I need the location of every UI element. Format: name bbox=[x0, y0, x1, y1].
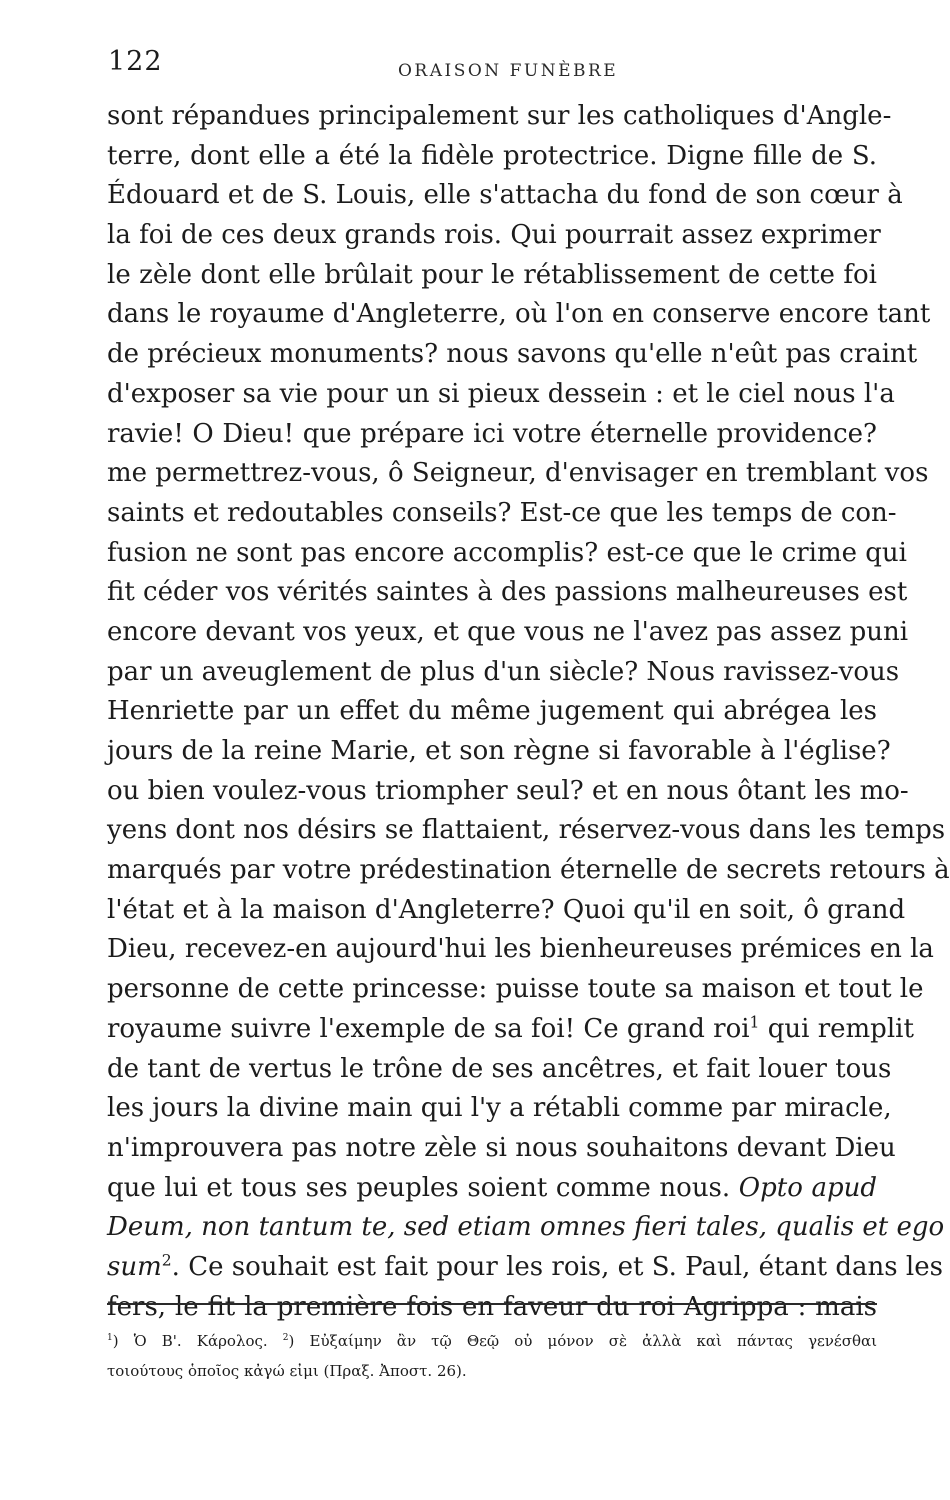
text-line: les jours la divine main qui l'y a rétabli comme par miracle, bbox=[107, 1093, 892, 1124]
footnote-reference-2: 2 bbox=[161, 1251, 172, 1270]
text-line-with-latin bbox=[107, 1169, 877, 1209]
text-line-with-footnote-1 bbox=[107, 1010, 914, 1050]
footnote-reference-1: 1 bbox=[749, 1013, 760, 1032]
text-line: yens dont nos désirs se flattaient, réservez-vous dans les temps bbox=[107, 815, 946, 846]
text-segment: . Ce souhait est fait pour les rois, et S. Paul, étant dans les bbox=[171, 1251, 943, 1282]
text-segment: que lui et tous ses peuples soient comme nous. bbox=[107, 1172, 731, 1203]
text-line: par un aveuglement de plus d'un siècle? Nous ravissez-vous bbox=[107, 656, 900, 687]
footnote-line bbox=[107, 1326, 877, 1356]
running-title: ORAISON FUNÈBRE bbox=[398, 61, 619, 81]
text-line: personne de cette princesse: puisse toute sa maison et tout le bbox=[107, 974, 924, 1005]
footnotes bbox=[107, 1326, 877, 1386]
text-line: Dieu, recevez-en aujourd'hui les bienheureuses prémices en la bbox=[107, 934, 934, 965]
text-line: jours de la reine Marie, et son règne si favorable à l'église? bbox=[107, 736, 891, 766]
page-number: 122 bbox=[108, 46, 163, 77]
footnote-marker-2: 2 bbox=[282, 1333, 289, 1343]
text-line: n'improuvera pas notre zèle si nous souhaitons devant Dieu bbox=[107, 1132, 896, 1163]
text-line: Henriette par un effet du même jugement qui abrégea les bbox=[107, 696, 877, 727]
footnote-divider bbox=[107, 1303, 877, 1305]
latin-quote: Deum, non tantum te, sed etiam omnes fieri tales, qualis et ego bbox=[107, 1212, 945, 1243]
text-segment: qui remplit bbox=[759, 1013, 914, 1044]
text-line: ou bien voulez-vous triompher seul? et en nous ôtant les mo- bbox=[107, 775, 909, 806]
text-line: l'état et à la maison d'Angleterre? Quoi qu'il en soit, ô grand bbox=[107, 894, 906, 925]
text-line: fers, le fit la première fois en faveur du roi Agrippa : mais bbox=[107, 1291, 877, 1322]
text-line: de précieux monuments? nous savons qu'elle n'eût pas craint bbox=[107, 339, 918, 370]
text-line: Édouard et de S. Louis, elle s'attacha du fond de son cœur à bbox=[107, 180, 903, 211]
latin-quote: Opto apud bbox=[738, 1172, 878, 1203]
text-line: d'exposer sa vie pour un si pieux dessein : et le ciel nous l'a bbox=[107, 378, 895, 409]
text-line: le zèle dont elle brûlait pour le rétablissement de cette foi bbox=[107, 259, 877, 290]
text-line: me permettrez-vous, ô Seigneur, d'envisager en tremblant vos bbox=[107, 458, 929, 489]
text-line: fusion ne sont pas encore accomplis? est-ce que le crime qui bbox=[107, 537, 907, 568]
latin-quote: sum bbox=[107, 1251, 162, 1282]
text-segment: royaume suivre l'exemple de sa foi! Ce grand roi bbox=[107, 1013, 750, 1044]
text-line: encore devant vos yeux, et que vous ne l'avez pas assez puni bbox=[107, 616, 909, 647]
footnote-1-text: ) Ὁ Β'. Κάρολος. bbox=[112, 1332, 268, 1350]
text-line: dans le royaume d'Angleterre, où l'on en conserve encore tant bbox=[107, 299, 931, 330]
text-line: saints et redoutables conseils? Est-ce que les temps de con- bbox=[107, 497, 897, 528]
text-line: la foi de ces deux grands rois. Qui pourrait assez exprimer bbox=[107, 220, 881, 251]
footnote-2-text: ) Εὐξαίμην ἂν τῷ Θεῷ οὐ μόνον σὲ ἀλλὰ καὶ πάντας γενέσθαι bbox=[288, 1332, 877, 1350]
text-line: ravie! O Dieu! que prépare ici votre éternelle providence? bbox=[107, 418, 877, 449]
footnote-line: τοιούτους ὁποῖος κἀγώ εἰμι (Πραξ. Ἀποστ. 26). bbox=[107, 1362, 467, 1380]
body-text bbox=[107, 97, 950, 1327]
text-line: de tant de vertus le trône de ses ancêtres, et fait louer tous bbox=[107, 1053, 892, 1084]
text-line: terre, dont elle a été la fidèle protectrice. Digne fille de S. bbox=[107, 140, 877, 171]
latin-line bbox=[107, 1208, 945, 1248]
text-line: marqués par votre prédestination éternelle de secrets retours à bbox=[107, 855, 950, 886]
text-line-with-footnote-2 bbox=[107, 1248, 943, 1288]
footnote-marker-1: 1 bbox=[107, 1333, 113, 1343]
text-line: fit céder vos vérités saintes à des passions malheureuses est bbox=[107, 577, 908, 608]
text-line: sont répandues principalement sur les catholiques d'Angle- bbox=[107, 101, 892, 131]
